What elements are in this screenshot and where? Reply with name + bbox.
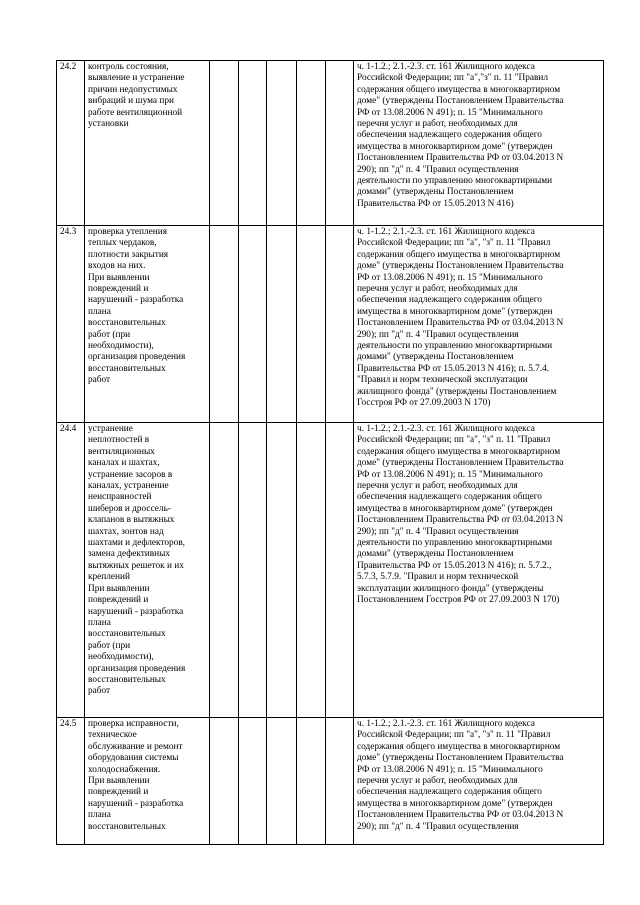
work-description: контроль состояния, выявление и устранение причин недопустимых вибраций и шума при работе вентиляционной установки — [85, 61, 210, 226]
empty-cell — [297, 61, 326, 226]
legal-reference: ч. 1-1.2.; 2.1.-2.3. ст. 161 Жилищного кодекса Российской Федерации; пп "а", "з" п. 11 "Правил содержания общего имущества в многоквартирном доме" (утверждены Постановлением Правительства РФ от 13.08.2006 N 491); п. 15 "Минимального перечня услуг и работ, необходимых для обеспечения надлежащего содержания общего имущества в многоквартирном доме" (утвержден Постановлением Правительства РФ от 03.04.2013 N 290); пп "д" п. 4 "Правил осуществления деятельности по управлению многоквартирными домами" (утверждены Постановлением Правительства РФ от 15.05.2013 N 416); п. 5.7.2., 5.7.3, 5.7.9. "Правил и норм технической эксплуатации жилищного фонда" (утверждены Постановлением Госстроя РФ от 27.09.2003 N 170) — [354, 423, 604, 718]
empty-cell — [267, 718, 297, 845]
table-row — [57, 718, 604, 845]
empty-cell — [267, 61, 297, 226]
work-description: устранение неплотностей в вентиляционных каналах и шахтах, устранение засоров в каналах, устранение неисправностей шиберов и дроссель- клапанов в вытяжных шахтах, зонтов над шахтами и дефлекторов, замена дефективных вытяжных решеток и их креплений При выявлении повреждений и нарушений - разработка плана восстановительных работ (при необходимости), организация проведения восстановительных работ — [85, 423, 210, 718]
legal-reference: ч. 1-1.2.; 2.1.-2.3. ст. 161 Жилищного кодекса Российской Федерации; пп "а", "з" п. 11 "Правил содержания общего имущества в многоквартирном доме" (утверждены Постановлением Правительства РФ от 13.08.2006 N 491); п. 15 "Минимального перечня услуг и работ, необходимых для обеспечения надлежащего содержания общего имущества в многоквартирном доме" (утвержден Постановлением Правительства РФ от 03.04.2013 N 290); пп "д" п. 4 "Правил осуществления деятельности по управлению многоквартирными домами" (утверждены Постановлением Правительства РФ от 15.05.2013 N 416); п. 5.7.4. "Правил и норм технической эксплуатации жилищного фонда" (утверждены Постановлением Госстроя РФ от 27.09.2003 N 170) — [354, 226, 604, 423]
empty-cell — [239, 423, 267, 718]
empty-cell — [210, 423, 239, 718]
legal-reference: ч. 1-1.2.; 2.1.-2.3. ст. 161 Жилищного кодекса Российской Федерации; пп "а", "з" п. 11 "Правил содержания общего имущества в многоквартирном доме" (утверждены Постановлением Правительства РФ от 13.08.2006 N 491); п. 15 "Минимального перечня услуг и работ, необходимых для обеспечения надлежащего содержания общего имущества в многоквартирном доме" (утвержден Постановлением Правительства РФ от 03.04.2013 N 290); пп "д" п. 4 "Правил осуществления — [354, 718, 604, 845]
legal-reference: ч. 1-1.2.; 2.1.-2.3. ст. 161 Жилищного кодекса Российской Федерации; пп "а","з" п. 11 "Правил содержания общего имущества в многоквартирном доме" (утверждены Постановлением Правительства РФ от 13.08.2006 N 491); п. 15 "Минимального перечня услуг и работ, необходимых для обеспечения надлежащего содержания общего имущества в многоквартирном доме" (утвержден Постановлением Правительства РФ от 03.04.2013 N 290); пп "д" п. 4 "Правил осуществления деятельности по управлению многоквартирными домами" (утверждены Постановлением Правительства РФ от 15.05.2013 N 416) — [354, 61, 604, 226]
empty-cell — [210, 718, 239, 845]
row-number: 24.5 — [57, 718, 85, 845]
row-number: 24.2 — [57, 61, 85, 226]
works-table — [56, 60, 604, 845]
work-description: проверка утепления теплых чердаков, плотности закрытия входов на них. При выявлении повреждений и нарушений - разработка плана восстановительных работ (при необходимости), организация проведения восстановительных работ — [85, 226, 210, 423]
empty-cell — [326, 423, 354, 718]
row-number: 24.4 — [57, 423, 85, 718]
empty-cell — [297, 718, 326, 845]
empty-cell — [326, 718, 354, 845]
work-description: проверка исправности, техническое обслуживание и ремонт оборудования системы холодоснабжения. При выявлении повреждений и нарушений - разработка плана восстановительных — [85, 718, 210, 845]
empty-cell — [297, 226, 326, 423]
empty-cell — [239, 718, 267, 845]
empty-cell — [297, 423, 326, 718]
empty-cell — [239, 226, 267, 423]
empty-cell — [326, 61, 354, 226]
table-row — [57, 61, 604, 226]
row-number: 24.3 — [57, 226, 85, 423]
empty-cell — [210, 61, 239, 226]
empty-cell — [267, 226, 297, 423]
table-row — [57, 423, 604, 718]
empty-cell — [239, 61, 267, 226]
empty-cell — [326, 226, 354, 423]
empty-cell — [267, 423, 297, 718]
table-row — [57, 226, 604, 423]
empty-cell — [210, 226, 239, 423]
